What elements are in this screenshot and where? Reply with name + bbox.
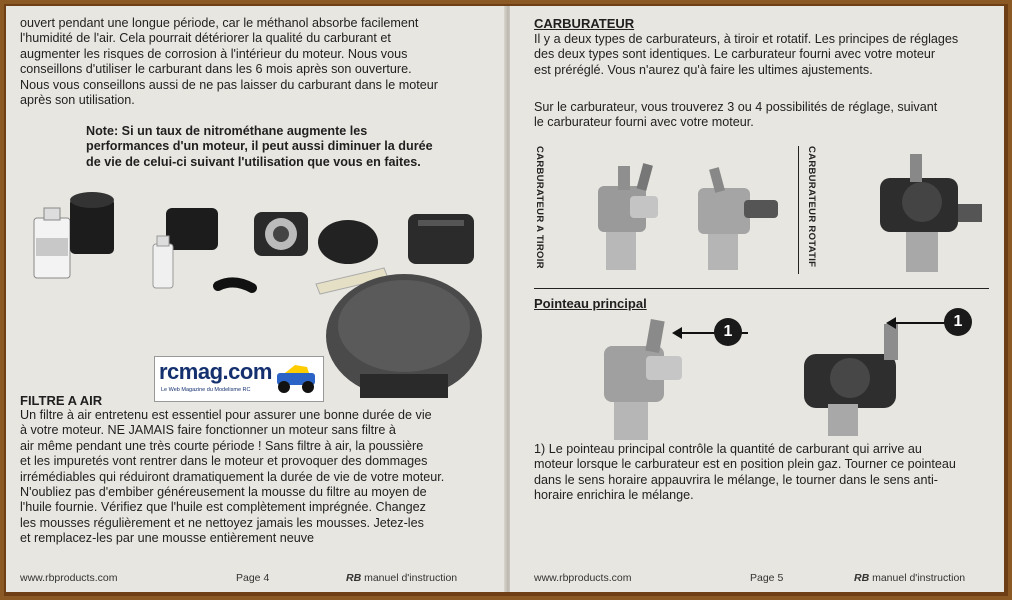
left-intro-text: ouvert pendant une longue période, car le méthanol absorbe facilement l'humidité de l'air. Cela pourrait détériorer la qualité du carburant et augmenter les risques de corrosion à l'intérieur du moteur. Nous vous conseillons d'utiliser le carburant dans les 6 mois après son ouverture. Nous vous conseillons aussi de ne pas laisser du carburant dans le moteur après son utilisation. — [20, 16, 438, 108]
right-footer-url: www.rbproducts.com — [534, 572, 632, 584]
label-slide-carb: CARBURATEUR A TIROIR — [534, 146, 545, 269]
carburetor-intro-2: Sur le carburateur, vous trouverez 3 ou 4 possibilités de réglage, suivant le carburateur fourni avec votre moteur. — [534, 100, 938, 130]
nitro-note: Note: Si un taux de nitrométhane augmente les performances d'un moteur, il peut aussi diminuer la durée de vie de celui-ci suivant l'utilisation que vous en faites. — [86, 124, 433, 169]
main-needle-heading: Pointeau principal — [534, 296, 647, 311]
carburetor-heading: CARBURATEUR — [534, 16, 635, 31]
air-filter-heading: FILTRE A AIR — [20, 393, 103, 408]
rb-brand-mark: RB — [346, 572, 362, 584]
section-divider — [534, 288, 989, 289]
right-footer-page: Page 5 — [750, 572, 784, 584]
callout-1-left: 1 — [714, 318, 742, 346]
label-rotary-carb: CARBURATEUR ROTATIF — [806, 146, 817, 268]
left-page — [6, 6, 506, 592]
right-page — [510, 6, 1004, 592]
rcmag-logo — [154, 356, 324, 402]
rotary-carburetor-photo — [860, 144, 990, 276]
air-filter-text: Un filtre à air entretenu est essentiel pour assurer une bonne durée de vie à votre moteur. NE JAMAIS faire fonctionner un moteur sans filtre à air même pendant une très courte période ! Sans filtre à air, la poussière et les impuretés vont rentrer dans le moteur et provoquer des dommages irrémédiables qui réduiront dramatiquement la durée de vie de votre moteur. N'oubliez pas d'embiber généreusement la mousse du filtre au moyen de l'huile fournie. Vérifiez que l'huile est complètement imprégnée. Changez les mousses régulièrement et ne nettoyez jamais les mousses. Jetez-les et remplacez-les par une mousse entièrement neuve — [20, 408, 445, 546]
main-needle-text: 1) Le pointeau principal contrôle la quantité de carburant qui arrive au moteur lorsque le carburateur est en position plein gaz. Tourner ce pointeau dans le sens horaire appauvrira le mélange, le tourner dans le sens anti- horaire enrichira le mélange. — [534, 442, 956, 503]
callout-1-right: 1 — [944, 308, 972, 336]
left-footer-page: Page 4 — [236, 572, 270, 584]
left-footer-url: www.rbproducts.com — [20, 572, 118, 584]
callout-arrow-2 — [884, 312, 948, 334]
manual-label: manuel d'instruction — [364, 572, 458, 584]
manual-label: manuel d'instruction — [872, 572, 966, 584]
carb-type-divider — [798, 146, 799, 274]
right-footer-manual — [854, 572, 965, 584]
rb-brand-mark: RB — [854, 572, 870, 584]
logo-wordmark: rcmag.com — [159, 359, 272, 384]
left-footer-manual — [346, 572, 457, 584]
rc-car-icon — [273, 363, 319, 395]
logo-tagline: Le Web Magazine du Modelisme RC — [161, 387, 251, 393]
slide-carburetors-photo — [560, 156, 790, 276]
carburetor-intro: Il y a deux types de carburateurs, à tiroir et rotatif. Les principes de réglages des deux types sont identiques. Le carburateur fourni avec votre moteur est préréglé. Vous n'aurez qu'à faire les ultimes ajustements. — [534, 32, 959, 77]
main-needle-rotary-photo — [788, 318, 938, 438]
